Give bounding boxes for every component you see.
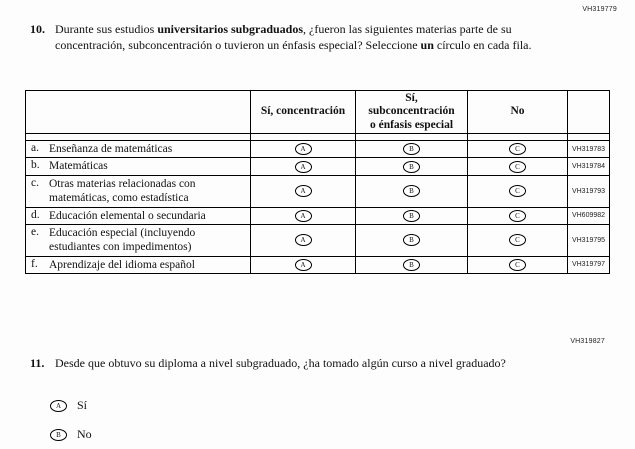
row-f-oval-no[interactable]: C xyxy=(509,259,526,271)
spacer-row xyxy=(26,134,610,141)
q10-table xyxy=(25,90,610,274)
q10-text-bold2: un xyxy=(420,37,434,52)
question-10-text xyxy=(55,22,535,53)
header-si-sub-line1: Sí, xyxy=(405,92,418,105)
row-c-code: VH319793 xyxy=(568,175,610,207)
header-blank xyxy=(26,91,251,134)
q10-text-bold1: universitarios subgraduados xyxy=(157,22,304,36)
spacer-cell xyxy=(356,134,468,141)
table-row xyxy=(26,207,610,224)
row-d-oval-no[interactable]: C xyxy=(509,210,526,222)
row-f-oval-subconcentracion[interactable]: B xyxy=(403,259,420,271)
row-a-label: Enseñanza de matemáticas xyxy=(49,143,173,155)
question-10 xyxy=(30,22,550,53)
question-11-text: Desde que obtuvo su diploma a nivel subgraduado, ¿ha tomado algún curso a nivel graduado? xyxy=(55,356,506,370)
row-b-oval-subconcentracion[interactable]: B xyxy=(403,161,420,173)
row-b-label: Matemáticas xyxy=(49,160,108,173)
row-e-letter: e. xyxy=(31,225,39,238)
table-row xyxy=(26,141,610,158)
row-a-label-cell xyxy=(26,141,251,158)
row-f-label-cell xyxy=(26,256,251,273)
header-code-blank xyxy=(568,91,610,134)
row-f-letter: f. xyxy=(31,257,38,270)
row-a-code: VH319783 xyxy=(568,141,610,158)
table-header-row xyxy=(26,91,610,134)
row-b-oval-no[interactable]: C xyxy=(509,161,526,173)
table-row xyxy=(26,256,610,273)
row-d-label: Educación elemental o secundaria xyxy=(49,209,206,222)
q10-text-part2: , ¿fueron las siguientes materias parte de su concentración, subconcentración o tuvieron un énfasis especial? Seleccione xyxy=(55,22,512,52)
row-c-oval-no[interactable]: C xyxy=(509,185,526,197)
row-d-oval-subconcentracion[interactable]: B xyxy=(403,210,420,222)
row-e-oval-subconcentracion[interactable]: B xyxy=(403,234,420,246)
spacer-cell xyxy=(568,134,610,141)
row-d-oval-concentracion[interactable]: A xyxy=(295,210,312,222)
row-c-oval-subconcentracion[interactable]: B xyxy=(403,185,420,197)
row-e-oval-concentracion[interactable]: A xyxy=(295,234,312,246)
row-e-label: Educación especial (incluyendo estudiantes con impedimentos) xyxy=(49,226,196,254)
spacer-cell xyxy=(26,134,251,141)
row-e-code: VH319795 xyxy=(568,224,610,256)
q11-option-no xyxy=(50,427,92,442)
spacer-cell xyxy=(251,134,356,141)
row-e-label-cell xyxy=(26,224,251,256)
q10-text-part3: círculo en cada fila. xyxy=(433,37,532,52)
table-row xyxy=(26,175,610,207)
row-b-oval-concentracion[interactable]: A xyxy=(295,161,312,173)
row-a-letter: a. xyxy=(31,142,39,154)
row-b-letter: b. xyxy=(31,159,40,172)
question-11 xyxy=(30,356,590,372)
form-code-q10: VH319779 xyxy=(582,6,617,13)
form-code-q11: VH319827 xyxy=(570,338,605,345)
row-f-code: VH319797 xyxy=(568,256,610,273)
row-c-letter: c. xyxy=(31,176,39,189)
q10-text-part1: Durante sus estudios xyxy=(55,22,158,36)
header-no: No xyxy=(468,91,568,134)
q11-oval-si[interactable]: A xyxy=(50,400,67,412)
question-11-number: 11. xyxy=(30,356,45,370)
row-f-oval-concentracion[interactable]: A xyxy=(295,259,312,271)
row-e-oval-no[interactable]: C xyxy=(509,234,526,246)
row-c-label: Otras materias relacionadas con matemáticas, como estadística xyxy=(49,177,196,205)
row-a-oval-concentracion[interactable]: A xyxy=(295,143,312,155)
row-c-label-cell xyxy=(26,175,251,207)
spacer-cell xyxy=(468,134,568,141)
question-10-number: 10. xyxy=(30,22,45,36)
row-d-label-cell xyxy=(26,207,251,224)
table-row xyxy=(26,224,610,256)
row-a-oval-subconcentracion[interactable]: B xyxy=(403,143,420,155)
header-si-sub-line3: o énfasis especial xyxy=(369,118,454,131)
row-b-code: VH319784 xyxy=(568,158,610,175)
q11-label-no: No xyxy=(77,427,92,441)
row-c-oval-concentracion[interactable]: A xyxy=(295,185,312,197)
header-si-sub-line2: subconcentración xyxy=(368,105,455,118)
q11-label-si: Sí xyxy=(77,398,88,412)
header-si-concentracion: Sí, concentración xyxy=(251,91,356,134)
row-a-oval-no[interactable]: C xyxy=(509,143,526,155)
q11-option-si xyxy=(50,398,92,413)
q11-oval-no[interactable]: B xyxy=(50,429,67,441)
row-b-label-cell xyxy=(26,158,251,175)
table-row xyxy=(26,158,610,175)
header-si-subconcentracion xyxy=(356,91,468,134)
row-f-label: Aprendizaje del idioma español xyxy=(49,258,195,271)
row-d-letter: d. xyxy=(31,208,40,221)
question-11-options xyxy=(50,398,92,449)
row-d-code: VH609982 xyxy=(568,207,610,224)
